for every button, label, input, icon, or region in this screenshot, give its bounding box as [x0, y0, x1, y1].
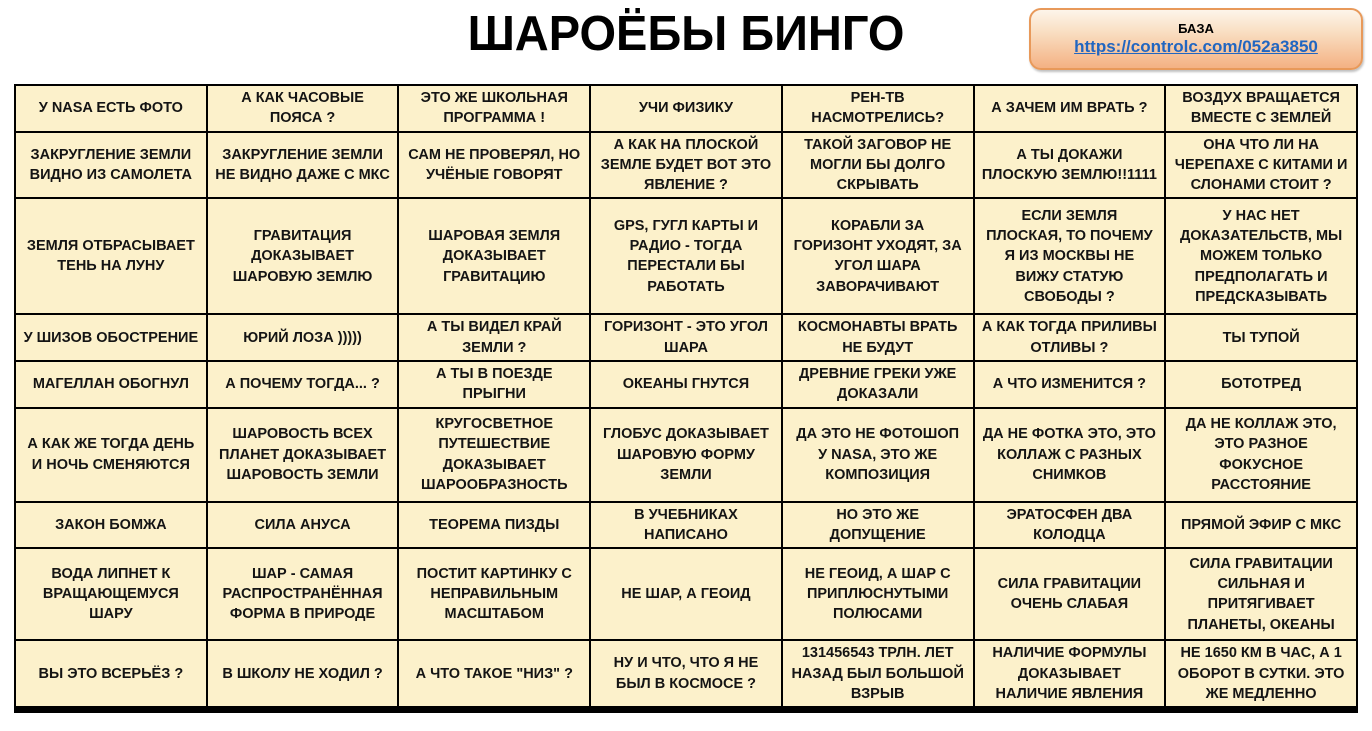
bingo-cell: РЕН-ТВ НАСМОТРЕЛИСЬ?: [782, 85, 974, 132]
bingo-cell: ДА НЕ КОЛЛАЖ ЭТО, ЭТО РАЗНОЕ ФОКУСНОЕ РАССТОЯНИЕ: [1165, 408, 1357, 502]
bingo-cell: ЗАКРУГЛЕНИЕ ЗЕМЛИ НЕ ВИДНО ДАЖЕ С МКС: [207, 132, 399, 199]
bingo-row: [15, 548, 1357, 640]
bingo-row: [15, 85, 1357, 132]
bingo-cell: НО ЭТО ЖЕ ДОПУЩЕНИЕ: [782, 502, 974, 549]
bingo-cell: А КАК ЖЕ ТОГДА ДЕНЬ И НОЧЬ СМЕНЯЮТСЯ: [15, 408, 207, 502]
bingo-cell: А ЧТО ТАКОЕ "НИЗ" ?: [398, 640, 590, 709]
bingo-cell: А ЗАЧЕМ ИМ ВРАТЬ ?: [974, 85, 1166, 132]
bingo-row: [15, 502, 1357, 549]
bingo-cell: В УЧЕБНИКАХ НАПИСАНО: [590, 502, 782, 549]
bingo-cell: НЕ ГЕОИД, А ШАР С ПРИПЛЮСНУТЫМИ ПОЛЮСАМИ: [782, 548, 974, 640]
bingo-cell: ВЫ ЭТО ВСЕРЬЁЗ ?: [15, 640, 207, 709]
bingo-cell: А ТЫ В ПОЕЗДЕ ПРЫГНИ: [398, 361, 590, 408]
bingo-cell: ЭРАТОСФЕН ДВА КОЛОДЦА: [974, 502, 1166, 549]
bingo-cell: ПОСТИТ КАРТИНКУ С НЕПРАВИЛЬНЫМ МАСШТАБОМ: [398, 548, 590, 640]
bingo-table-body: [15, 85, 1357, 710]
bingo-cell: КОРАБЛИ ЗА ГОРИЗОНТ УХОДЯТ, ЗА УГОЛ ШАРА ЗАВОРАЧИВАЮТ: [782, 198, 974, 314]
base-label: БАЗА: [1178, 21, 1214, 36]
bingo-cell: ВОЗДУХ ВРАЩАЕТСЯ ВМЕСТЕ С ЗЕМЛЕЙ: [1165, 85, 1357, 132]
bingo-cell: А КАК ТОГДА ПРИЛИВЫ ОТЛИВЫ ?: [974, 314, 1166, 361]
bingo-cell: ДА ЭТО НЕ ФОТОШОП У NASA, ЭТО ЖЕ КОМПОЗИЦИЯ: [782, 408, 974, 502]
bingo-cell: ЮРИЙ ЛОЗА ))))): [207, 314, 399, 361]
bingo-cell: САМ НЕ ПРОВЕРЯЛ, НО УЧЁНЫЕ ГОВОРЯТ: [398, 132, 590, 199]
base-link[interactable]: https://controlc.com/052a3850: [1074, 37, 1318, 56]
bingo-cell: УЧИ ФИЗИКУ: [590, 85, 782, 132]
bingo-cell: СИЛА ГРАВИТАЦИИ ОЧЕНЬ СЛАБАЯ: [974, 548, 1166, 640]
bingo-cell: ОНА ЧТО ЛИ НА ЧЕРЕПАХЕ С КИТАМИ И СЛОНАМИ СТОИТ ?: [1165, 132, 1357, 199]
bingo-cell: ЗЕМЛЯ ОТБРАСЫВАЕТ ТЕНЬ НА ЛУНУ: [15, 198, 207, 314]
bingo-cell: А ЧТО ИЗМЕНИТСЯ ?: [974, 361, 1166, 408]
bingo-cell: ТЕОРЕМА ПИЗДЫ: [398, 502, 590, 549]
bingo-cell: ОКЕАНЫ ГНУТСЯ: [590, 361, 782, 408]
bingo-cell: ШАРОВАЯ ЗЕМЛЯ ДОКАЗЫВАЕТ ГРАВИТАЦИЮ: [398, 198, 590, 314]
bingo-row: [15, 132, 1357, 199]
base-link-box: [1029, 8, 1363, 70]
bingo-cell: НЕ ШАР, А ГЕОИД: [590, 548, 782, 640]
bingo-cell: ЗАКОН БОМЖА: [15, 502, 207, 549]
bingo-cell: НАЛИЧИЕ ФОРМУЛЫ ДОКАЗЫВАЕТ НАЛИЧИЕ ЯВЛЕНИЯ: [974, 640, 1166, 709]
bingo-cell: СИЛА ГРАВИТАЦИИ СИЛЬНАЯ И ПРИТЯГИВАЕТ ПЛАНЕТЫ, ОКЕАНЫ: [1165, 548, 1357, 640]
bingo-cell: СИЛА АНУСА: [207, 502, 399, 549]
bingo-cell: ПРЯМОЙ ЭФИР С МКС: [1165, 502, 1357, 549]
bingo-cell: А ТЫ ДОКАЖИ ПЛОСКУЮ ЗЕМЛЮ!!1111: [974, 132, 1166, 199]
bingo-cell: 131456543 ТРЛН. ЛЕТ НАЗАД БЫЛ БОЛЬШОЙ ВЗРЫВ: [782, 640, 974, 709]
bingo-cell: ТАКОЙ ЗАГОВОР НЕ МОГЛИ БЫ ДОЛГО СКРЫВАТЬ: [782, 132, 974, 199]
bingo-cell: У НАС НЕТ ДОКАЗАТЕЛЬСТВ, МЫ МОЖЕМ ТОЛЬКО ПРЕДПОЛАГАТЬ И ПРЕДСКАЗЫВАТЬ: [1165, 198, 1357, 314]
bingo-cell: ЭТО ЖЕ ШКОЛЬНАЯ ПРОГРАММА !: [398, 85, 590, 132]
bingo-cell: ГРАВИТАЦИЯ ДОКАЗЫВАЕТ ШАРОВУЮ ЗЕМЛЮ: [207, 198, 399, 314]
bingo-row: [15, 314, 1357, 361]
bingo-cell: КРУГОСВЕТНОЕ ПУТЕШЕСТВИЕ ДОКАЗЫВАЕТ ШАРООБРАЗНОСТЬ: [398, 408, 590, 502]
bingo-cell: GPS, ГУГЛ КАРТЫ И РАДИО - ТОГДА ПЕРЕСТАЛИ БЫ РАБОТАТЬ: [590, 198, 782, 314]
page-title: ШАРОЁБЫ БИНГО: [467, 5, 905, 61]
bingo-cell: У NASA ЕСТЬ ФОТО: [15, 85, 207, 132]
bingo-cell: ГОРИЗОНТ - ЭТО УГОЛ ШАРА: [590, 314, 782, 361]
bingo-cell: НУ И ЧТО, ЧТО Я НЕ БЫЛ В КОСМОСЕ ?: [590, 640, 782, 709]
bingo-cell: ШАРОВОСТЬ ВСЕХ ПЛАНЕТ ДОКАЗЫВАЕТ ШАРОВОСТЬ ЗЕМЛИ: [207, 408, 399, 502]
bingo-cell: ЕСЛИ ЗЕМЛЯ ПЛОСКАЯ, ТО ПОЧЕМУ Я ИЗ МОСКВЫ НЕ ВИЖУ СТАТУЮ СВОБОДЫ ?: [974, 198, 1166, 314]
bingo-cell: ДА НЕ ФОТКА ЭТО, ЭТО КОЛЛАЖ С РАЗНЫХ СНИМКОВ: [974, 408, 1166, 502]
bingo-row: [15, 198, 1357, 314]
bingo-cell: У ШИЗОВ ОБОСТРЕНИЕ: [15, 314, 207, 361]
bingo-cell: А КАК ЧАСОВЫЕ ПОЯСА ?: [207, 85, 399, 132]
bingo-cell: ВОДА ЛИПНЕТ К ВРАЩАЮЩЕМУСЯ ШАРУ: [15, 548, 207, 640]
bingo-table: [14, 84, 1358, 713]
bingo-cell: А ТЫ ВИДЕЛ КРАЙ ЗЕМЛИ ?: [398, 314, 590, 361]
bingo-cell: А КАК НА ПЛОСКОЙ ЗЕМЛЕ БУДЕТ ВОТ ЭТО ЯВЛЕНИЕ ?: [590, 132, 782, 199]
bingo-cell: ДРЕВНИЕ ГРЕКИ УЖЕ ДОКАЗАЛИ: [782, 361, 974, 408]
bingo-row: [15, 408, 1357, 502]
bingo-cell: А ПОЧЕМУ ТОГДА... ?: [207, 361, 399, 408]
bingo-cell: ШАР - САМАЯ РАСПРОСТРАНЁННАЯ ФОРМА В ПРИРОДЕ: [207, 548, 399, 640]
bingo-cell: НЕ 1650 КМ В ЧАС, А 1 ОБОРОТ В СУТКИ. ЭТО ЖЕ МЕДЛЕННО: [1165, 640, 1357, 709]
bingo-cell: КОСМОНАВТЫ ВРАТЬ НЕ БУДУТ: [782, 314, 974, 361]
bingo-cell: ТЫ ТУПОЙ: [1165, 314, 1357, 361]
bingo-cell: МАГЕЛЛАН ОБОГНУЛ: [15, 361, 207, 408]
bingo-row: [15, 361, 1357, 408]
bingo-cell: В ШКОЛУ НЕ ХОДИЛ ?: [207, 640, 399, 709]
bingo-cell: ЗАКРУГЛЕНИЕ ЗЕМЛИ ВИДНО ИЗ САМОЛЕТА: [15, 132, 207, 199]
bingo-cell: ГЛОБУС ДОКАЗЫВАЕТ ШАРОВУЮ ФОРМУ ЗЕМЛИ: [590, 408, 782, 502]
bingo-cell: БОТОТРЕД: [1165, 361, 1357, 408]
bingo-row: [15, 640, 1357, 709]
